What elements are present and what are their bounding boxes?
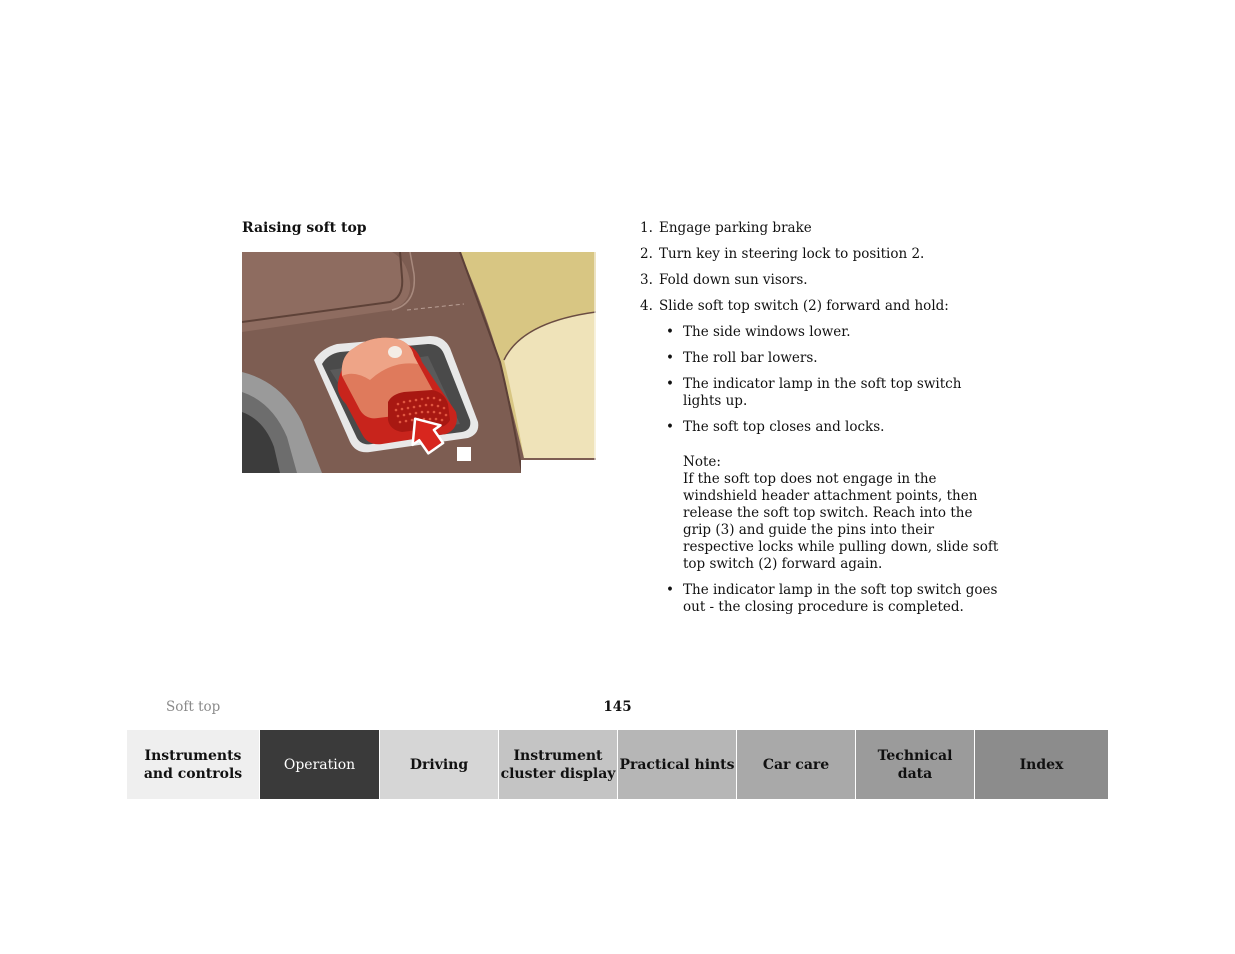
bullet-symbol: •	[666, 324, 674, 340]
nav-tab-label: Operation	[283, 756, 356, 773]
nav-tab-instruments-and-controls[interactable]	[127, 730, 259, 799]
bullet-symbol: •	[666, 376, 674, 392]
step-1	[640, 220, 1000, 237]
page-number: 145	[603, 699, 632, 715]
step-2	[640, 246, 1000, 263]
nav-tab-label: Instrument cluster display	[500, 747, 616, 782]
nav-tab-technical-data[interactable]	[855, 730, 974, 799]
bullet-text: The roll bar lowers.	[683, 350, 818, 366]
bullet-symbol: •	[666, 419, 674, 435]
nav-tab-label: Technical data	[877, 747, 953, 782]
nav-tab-index[interactable]	[974, 730, 1108, 799]
result-bullet	[640, 376, 1000, 410]
step-number: 3.	[640, 272, 653, 288]
result-bullet-final	[640, 582, 1000, 616]
bullet-text: The indicator lamp in the soft top switch lights up.	[683, 376, 962, 409]
instruction-list	[640, 220, 1000, 625]
result-bullet	[640, 350, 1000, 367]
note-block	[640, 454, 1000, 573]
step-3	[640, 272, 1000, 289]
nav-tab-label: Driving	[409, 756, 469, 773]
nav-tab-practical-hints[interactable]	[617, 730, 736, 799]
step-text: Fold down sun visors.	[659, 272, 808, 288]
step-text: Slide soft top switch (2) forward and hold:	[659, 298, 949, 314]
nav-tab-car-care[interactable]	[736, 730, 855, 799]
nav-tab-label: Instruments and controls	[143, 747, 243, 782]
nav-tab-operation[interactable]	[259, 730, 379, 799]
note-text: If the soft top does not engage in the windshield header attachment points, then release the soft top switch. Reach into the grip (3) and guide the pins into their respective locks while pulling down, slide soft top switch (2) forward again.	[683, 471, 999, 572]
nav-tab-instrument-cluster-display[interactable]	[498, 730, 617, 799]
footer-section-name: Soft top	[166, 699, 221, 715]
bullet-text: The indicator lamp in the soft top switch goes out - the closing procedure is completed.	[683, 582, 998, 615]
step-text: Engage parking brake	[659, 220, 812, 236]
bullet-symbol: •	[666, 350, 674, 366]
note-label: Note:	[683, 454, 721, 470]
step-text: Turn key in steering lock to position 2.	[659, 246, 925, 262]
step-number: 2.	[640, 246, 653, 262]
bullet-symbol: •	[666, 582, 674, 598]
bullet-text: The side windows lower.	[683, 324, 851, 340]
soft-top-switch-illustration	[242, 252, 596, 473]
result-bullet	[640, 419, 1000, 436]
nav-tab-driving[interactable]	[379, 730, 498, 799]
nav-tab-label: Car care	[762, 756, 830, 773]
section-title: Raising soft top	[242, 220, 367, 236]
step-number: 4.	[640, 298, 653, 314]
result-bullet	[640, 324, 1000, 341]
step-number: 1.	[640, 220, 653, 236]
nav-tab-label: Practical hints	[619, 756, 735, 773]
bullet-text: The soft top closes and locks.	[683, 419, 885, 435]
step-4	[640, 298, 1000, 315]
chapter-navigation	[127, 730, 1108, 799]
nav-tab-label: Index	[1019, 756, 1064, 773]
